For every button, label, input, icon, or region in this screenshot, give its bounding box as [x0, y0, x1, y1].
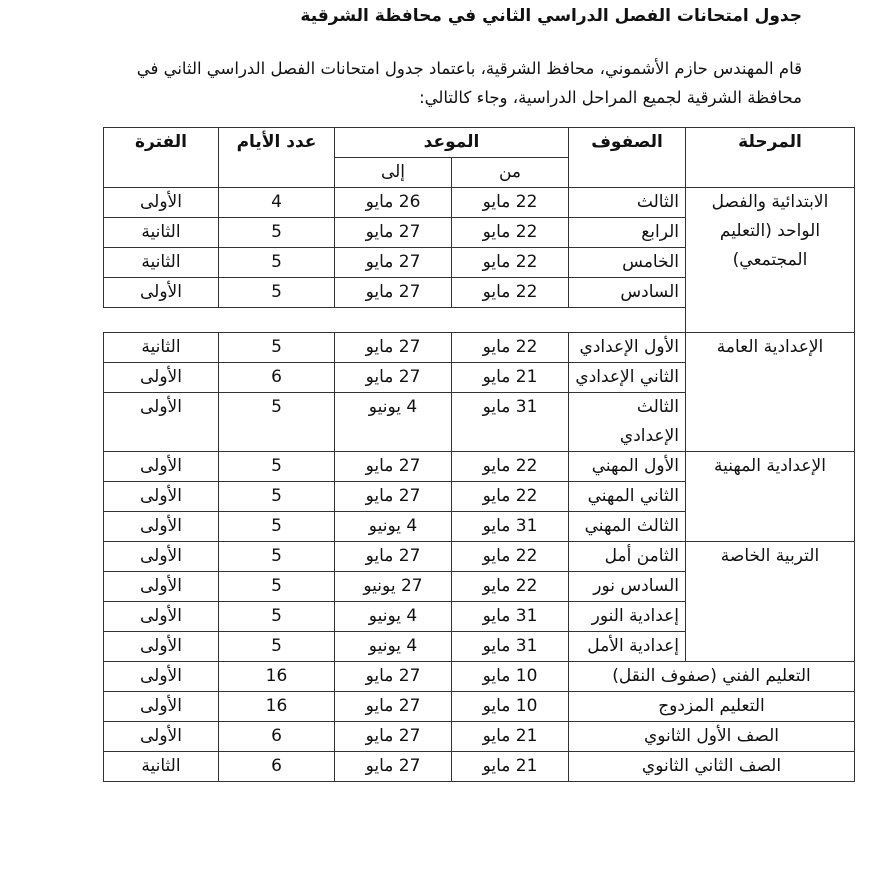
grade-cell: الخامس	[569, 248, 686, 278]
period-cell: الأولى	[104, 393, 219, 452]
grade-cell: السادس نور	[569, 572, 686, 602]
header-to: إلى	[335, 158, 452, 188]
period-cell: الأولى	[104, 482, 219, 512]
from-cell: 31 مايو	[452, 393, 569, 452]
table-row	[104, 662, 855, 692]
days-cell: 16	[219, 692, 335, 722]
grade-cell: الثالث	[569, 188, 686, 218]
stage-grade-cell: الصف الثاني الثانوي	[569, 752, 855, 782]
grade-cell: الثامن أمل	[569, 542, 686, 572]
days-cell: 5	[219, 248, 335, 278]
header-days: عدد الأيام	[219, 128, 335, 188]
to-cell: 27 مايو	[335, 752, 452, 782]
days-cell: 6	[219, 752, 335, 782]
days-cell: 16	[219, 662, 335, 692]
from-cell: 31 مايو	[452, 602, 569, 632]
from-cell: 22 مايو	[452, 218, 569, 248]
grade-cell: الثاني المهني	[569, 482, 686, 512]
period-cell: الثانية	[104, 333, 219, 363]
period-cell: الأولى	[104, 722, 219, 752]
days-cell: 5	[219, 218, 335, 248]
header-grades: الصفوف	[569, 128, 686, 188]
stage-cell: الابتدائية والفصل الواحد (التعليم المجتمعي)	[686, 188, 855, 333]
to-cell: 27 مايو	[335, 722, 452, 752]
stage-cell: التربية الخاصة	[686, 542, 855, 662]
from-cell: 22 مايو	[452, 333, 569, 363]
period-cell: الأولى	[104, 188, 219, 218]
period-cell: الأولى	[104, 363, 219, 393]
to-cell: 27 مايو	[335, 218, 452, 248]
stage-cell: الإعدادية المهنية	[686, 452, 855, 542]
table-row	[104, 752, 855, 782]
to-cell: 27 مايو	[335, 692, 452, 722]
to-cell: 27 مايو	[335, 482, 452, 512]
from-cell: 10 مايو	[452, 692, 569, 722]
from-cell: 22 مايو	[452, 278, 569, 308]
table-row	[104, 188, 855, 218]
days-cell: 5	[219, 278, 335, 308]
from-cell: 21 مايو	[452, 363, 569, 393]
stage-grade-cell: التعليم المزدوج	[569, 692, 855, 722]
period-cell: الأولى	[104, 452, 219, 482]
to-cell: 27 مايو	[335, 662, 452, 692]
from-cell: 22 مايو	[452, 188, 569, 218]
grade-cell: الثالث المهني	[569, 512, 686, 542]
document-title: جدول امتحانات الفصل الدراسي الثاني في محافظة الشرقية	[300, 6, 802, 26]
period-cell: الأولى	[104, 278, 219, 308]
grade-cell: إعدادية الأمل	[569, 632, 686, 662]
grade-cell: إعدادية النور	[569, 602, 686, 632]
from-cell: 10 مايو	[452, 662, 569, 692]
from-cell: 21 مايو	[452, 752, 569, 782]
period-cell: الأولى	[104, 662, 219, 692]
table-row	[104, 692, 855, 722]
to-cell: 27 مايو	[335, 333, 452, 363]
header-period: الفترة	[104, 128, 219, 188]
intro-paragraph: قام المهندس حازم الأشموني، محافظ الشرقية، باعتماد جدول امتحانات الفصل الدراسي الثاني في محافظة الشرقية لجميع المراحل الدراسية، وجاء كالتالي:	[136, 59, 802, 107]
period-cell: الأولى	[104, 632, 219, 662]
period-cell: الثانية	[104, 218, 219, 248]
days-cell: 5	[219, 333, 335, 363]
period-cell: الأولى	[104, 512, 219, 542]
table-row	[104, 333, 855, 363]
stage-cell: الإعدادية العامة	[686, 333, 855, 452]
grade-cell: السادس	[569, 278, 686, 308]
spacer-cell	[104, 308, 686, 333]
period-cell: الثانية	[104, 248, 219, 278]
grade-cell: الأول المهني	[569, 452, 686, 482]
from-cell: 22 مايو	[452, 572, 569, 602]
table-row	[104, 542, 855, 572]
days-cell: 6	[219, 363, 335, 393]
period-cell: الأولى	[104, 542, 219, 572]
period-cell: الأولى	[104, 572, 219, 602]
to-cell: 4 يونيو	[335, 602, 452, 632]
days-cell: 5	[219, 572, 335, 602]
exam-schedule-table	[103, 127, 855, 782]
grade-cell: الثاني الإعدادي	[569, 363, 686, 393]
from-cell: 31 مايو	[452, 632, 569, 662]
to-cell: 27 مايو	[335, 278, 452, 308]
days-cell: 5	[219, 482, 335, 512]
to-cell: 4 يونيو	[335, 393, 452, 452]
period-cell: الأولى	[104, 692, 219, 722]
days-cell: 5	[219, 452, 335, 482]
to-cell: 4 يونيو	[335, 512, 452, 542]
days-cell: 5	[219, 602, 335, 632]
days-cell: 5	[219, 393, 335, 452]
to-cell: 27 مايو	[335, 452, 452, 482]
header-from: من	[452, 158, 569, 188]
header-stage: المرحلة	[686, 128, 855, 188]
table-row	[104, 722, 855, 752]
stage-grade-cell: التعليم الفني (صفوف النقل)	[569, 662, 855, 692]
period-cell: الأولى	[104, 602, 219, 632]
to-cell: 27 مايو	[335, 248, 452, 278]
table-row	[104, 452, 855, 482]
days-cell: 4	[219, 188, 335, 218]
from-cell: 31 مايو	[452, 512, 569, 542]
days-cell: 5	[219, 632, 335, 662]
to-cell: 4 يونيو	[335, 632, 452, 662]
days-cell: 5	[219, 542, 335, 572]
header-date: الموعد	[335, 128, 569, 158]
from-cell: 22 مايو	[452, 542, 569, 572]
from-cell: 22 مايو	[452, 452, 569, 482]
from-cell: 21 مايو	[452, 722, 569, 752]
grade-cell: الرابع	[569, 218, 686, 248]
days-cell: 5	[219, 512, 335, 542]
grade-cell: الأول الإعدادي	[569, 333, 686, 363]
to-cell: 26 مايو	[335, 188, 452, 218]
to-cell: 27 يونيو	[335, 572, 452, 602]
grade-cell: الثالث الإعدادي	[569, 393, 686, 452]
days-cell: 6	[219, 722, 335, 752]
from-cell: 22 مايو	[452, 248, 569, 278]
stage-grade-cell: الصف الأول الثانوي	[569, 722, 855, 752]
period-cell: الثانية	[104, 752, 219, 782]
to-cell: 27 مايو	[335, 363, 452, 393]
to-cell: 27 مايو	[335, 542, 452, 572]
from-cell: 22 مايو	[452, 482, 569, 512]
